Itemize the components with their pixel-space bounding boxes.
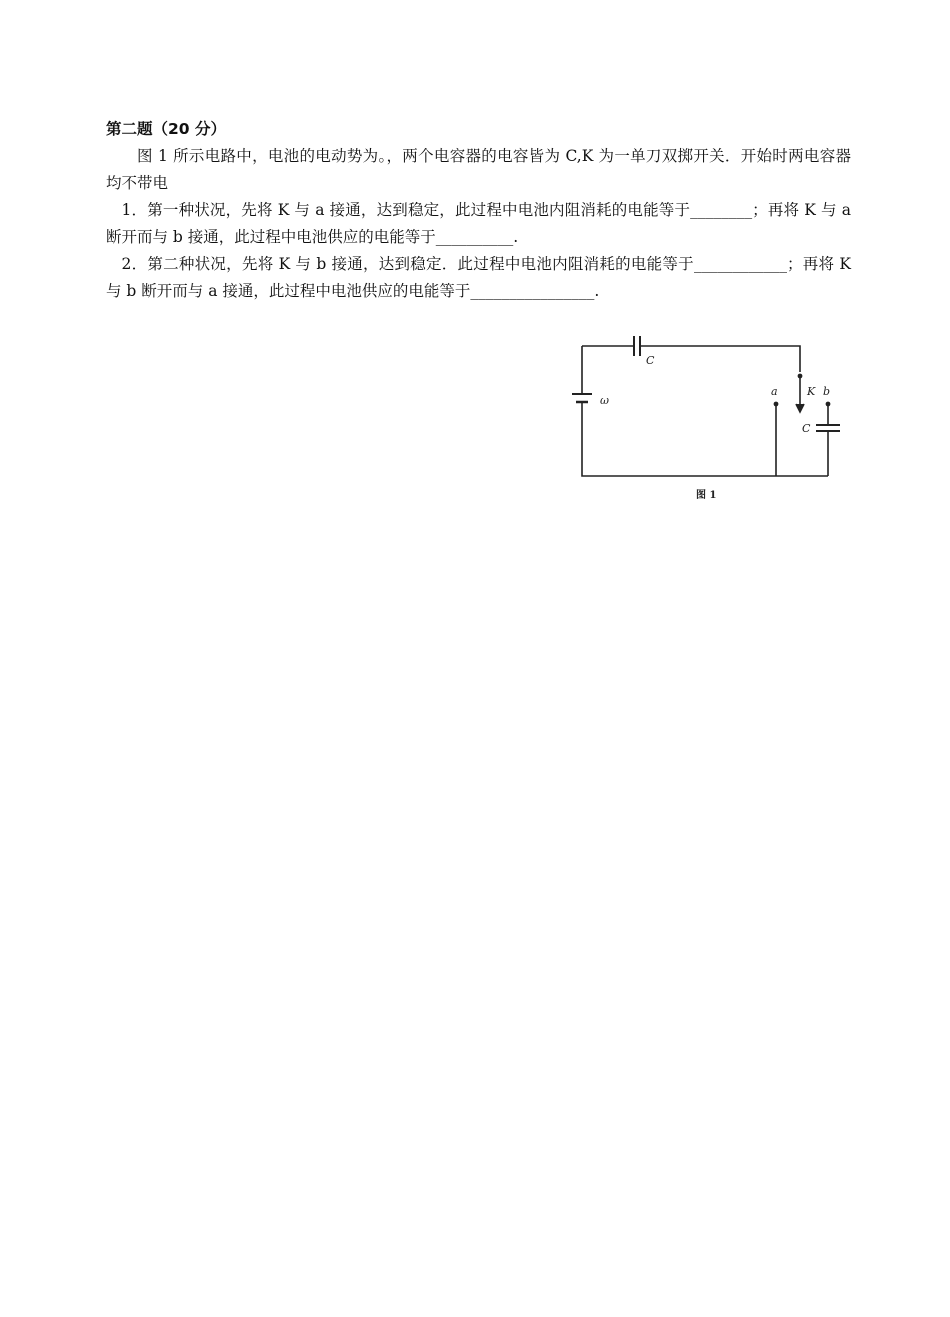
label-node-b: b (823, 385, 831, 398)
figure-caption: 图 1 (696, 490, 717, 501)
wire-top-right (640, 346, 800, 372)
question-block (106, 116, 851, 305)
circuit-figure (560, 330, 850, 510)
question-title: 第二题（20 分） (106, 120, 226, 138)
switch-arrow (796, 404, 804, 412)
wire-left-bottom (582, 402, 828, 476)
question-part-1: 1．第一种状况，先将 K 与 a 接通，达到稳定，此过程中电池内阻消耗的电能等于________；再将 K 与 a 断开而与 b 接通，此过程中电池供应的电能等于__________. (106, 201, 851, 246)
label-node-a: a (771, 385, 778, 398)
switch-pivot (798, 374, 803, 379)
node-a-terminal (774, 402, 779, 407)
label-cap-top: C (646, 354, 655, 367)
label-battery: ω (600, 394, 609, 407)
circuit-diagram (560, 330, 850, 510)
label-cap-right: C (802, 422, 811, 435)
question-intro: 图 1 所示电路中，电池的电动势为。，两个电容器的电容皆为 C,K 为一单刀双掷开关．开始时两电容器均不带电 (106, 147, 851, 192)
question-part-2: 2．第二种状况，先将 K 与 b 接通，达到稳定．此过程中电池内阻消耗的电能等于____________；再将 K 与 b 断开而与 a 接通，此过程中电池供应的电能等于________________. (106, 255, 851, 300)
node-b-terminal (826, 402, 831, 407)
label-switch: K (807, 385, 816, 398)
